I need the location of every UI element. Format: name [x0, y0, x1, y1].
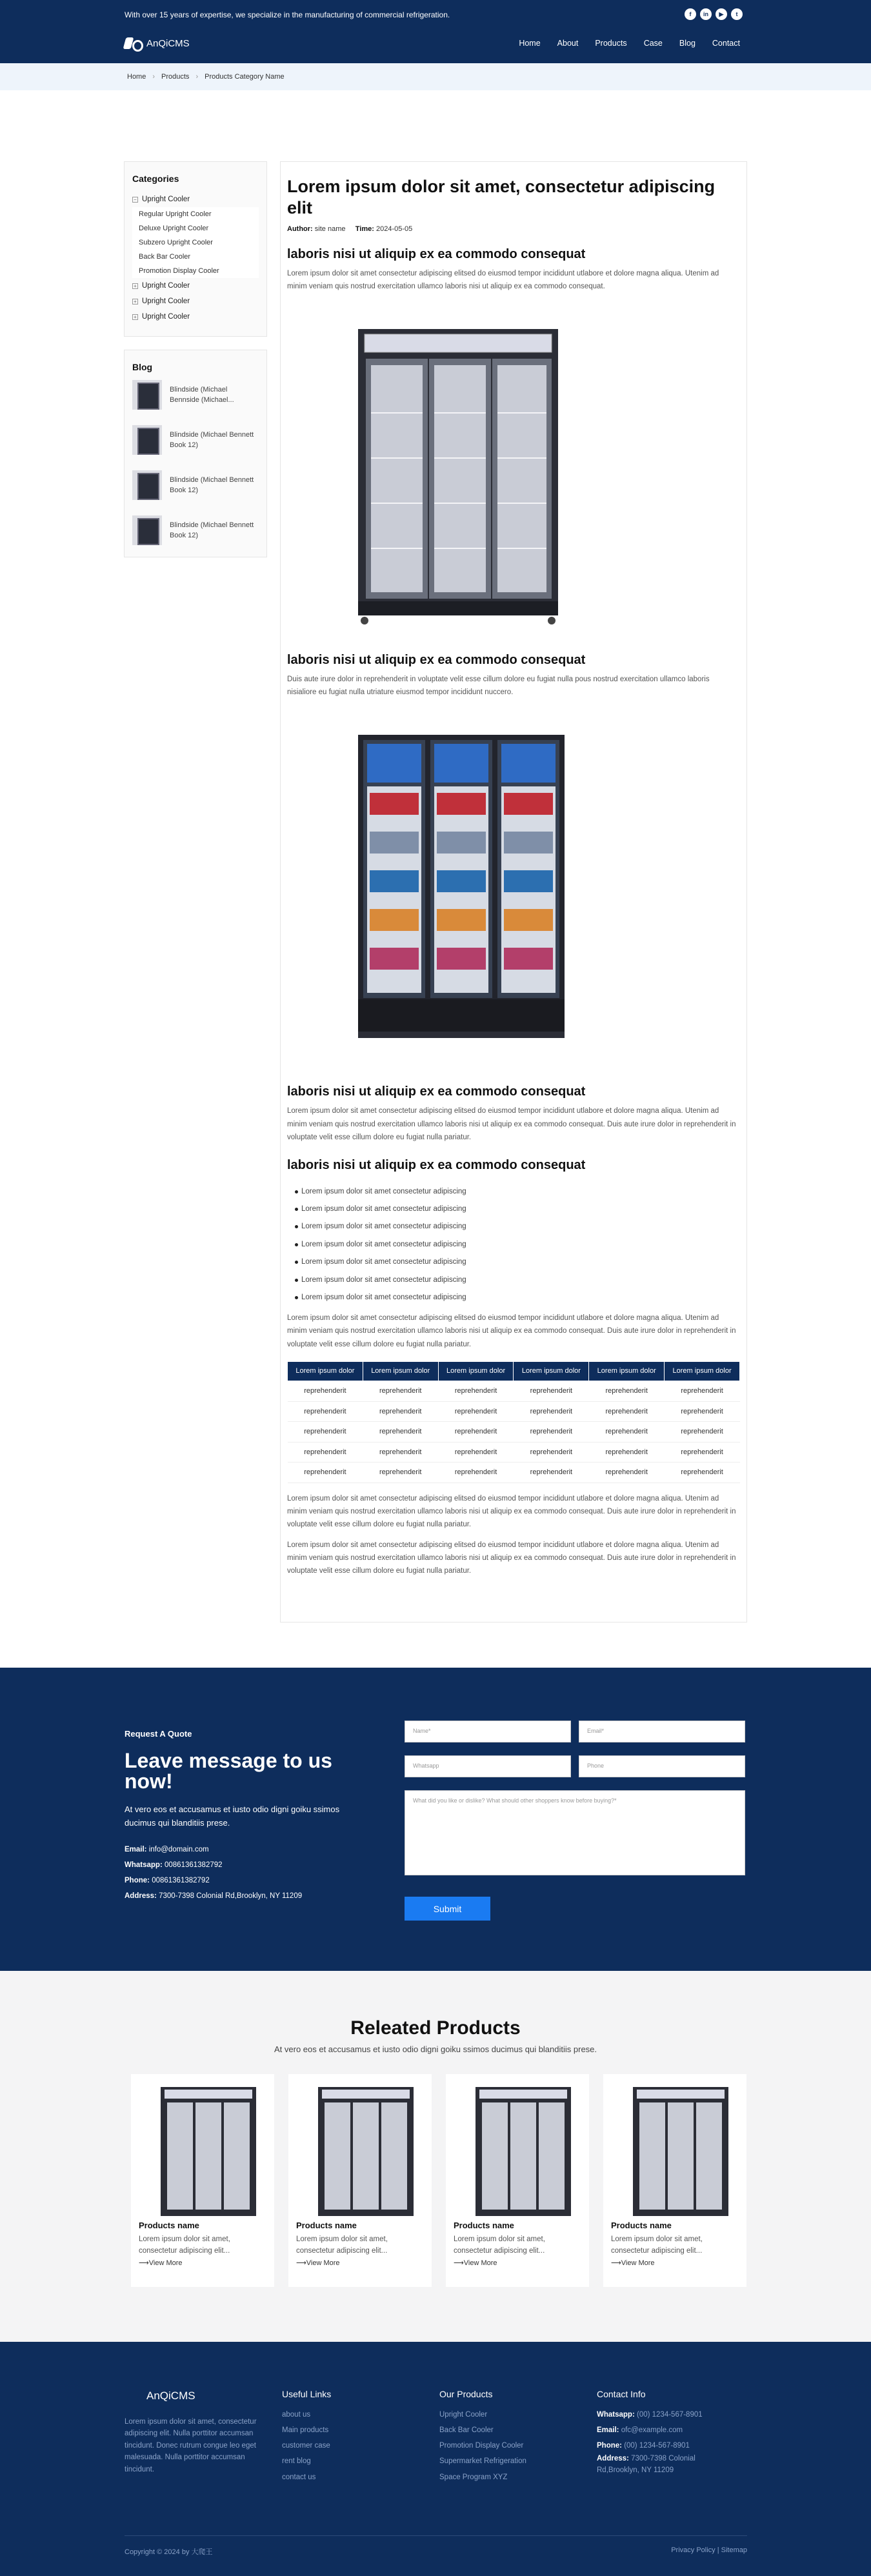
breadcrumb-separator-icon: › [152, 73, 155, 81]
product-image-beverage-cooler [287, 709, 740, 1070]
table-cell: reprehenderit [589, 1463, 665, 1483]
table-cell: reprehenderit [514, 1463, 589, 1483]
table-cell: reprehenderit [589, 1442, 665, 1463]
blog-panel [124, 350, 267, 557]
table-header: Lorem ipsum dolor [363, 1361, 438, 1381]
footer-logo[interactable]: AnQiCMS [125, 2389, 195, 2403]
contact-address: 7300-7398 Colonial Rd,Brooklyn, NY 11209 [159, 1892, 303, 1901]
site-footer [0, 2342, 871, 2576]
subcategory-item[interactable]: Subzero Upright Cooler [139, 239, 213, 246]
nav-products[interactable]: Products [595, 39, 627, 48]
table-cell: reprehenderit [438, 1463, 514, 1483]
table-row [288, 1381, 740, 1402]
site-header [0, 0, 871, 63]
table-cell: reprehenderit [438, 1422, 514, 1443]
breadcrumb-products[interactable]: Products [161, 73, 190, 81]
product-desc: Lorem ipsum dolor sit amet, consectetur adipiscing elit... [139, 2235, 230, 2255]
contact-phone: 00861361382792 [152, 1877, 210, 1885]
footer-contact: Contact Info Whatsapp: (00) 1234-567-8901 Email: ofc@example.com Phone: (00) 1234-567-8901 Address: 7300-7398 Colonial Rd,Brooklyn, NY 11209 [597, 2389, 703, 2474]
breadcrumb [0, 63, 871, 90]
product-card-image [296, 2074, 424, 2219]
footer-about: Lorem ipsum dolor sit amet, consectetur adipiscing elit. Nulla porttitor accumsan tincidunt. Donec rutrum congue leo eget malesuada. Nulla porttitor accumsan tincidunt. [125, 2418, 257, 2473]
nav-blog[interactable]: Blog [679, 39, 696, 48]
table-cell: reprehenderit [665, 1463, 740, 1483]
product-image-glass-door-cooler [287, 303, 740, 639]
product-card-image [139, 2074, 266, 2219]
article-title: Lorem ipsum dolor sit amet, consectetur adipiscing elit [287, 177, 716, 217]
linkedin-icon[interactable]: in [700, 8, 712, 20]
contact-details: Email: info@domain.com Whatsapp: 00861361382792 Phone: 00861361382792 Address: 7300-7398 Colonial Rd,Brooklyn, NY 11209 [125, 1846, 303, 1901]
blog-item[interactable]: Blindside (Michael Bennett Book 12) [132, 470, 259, 500]
table-cell: reprehenderit [665, 1401, 740, 1422]
main-content [0, 90, 871, 1668]
nav-home[interactable]: Home [519, 39, 541, 48]
categories-title: Categories [132, 174, 179, 184]
product-name: Products name [296, 2221, 357, 2230]
arrow-right-icon: ⟶ [454, 2259, 464, 2267]
paragraph: Duis aute irure dolor in reprehenderit in voluptate velit esse cillum dolore eu fugiat nulla pous nostrud exercitation ullamco laboris nisialiore eu fugiat nulla utriature eiusmod tempor incididunt nuccero. [287, 675, 710, 697]
footer-link[interactable]: Main products [282, 2426, 329, 2435]
blog-title: Blog [132, 362, 153, 372]
footer-link[interactable]: Upright Cooler [439, 2411, 488, 2419]
subcategory-item[interactable]: Promotion Display Cooler [139, 267, 219, 275]
product-card-image [611, 2074, 739, 2219]
footer-link[interactable]: contact us [282, 2473, 316, 2481]
arrow-right-icon: ⟶ [139, 2259, 149, 2267]
table-cell: reprehenderit [288, 1442, 363, 1463]
section-heading: laboris nisi ut aliquip ex ea commodo consequat [287, 1084, 586, 1099]
table-cell: reprehenderit [514, 1401, 589, 1422]
category-item[interactable]: − Upright Cooler [132, 192, 259, 207]
paragraph: Lorem ipsum dolor sit amet consectetur adipiscing elitsed do eiusmod tempor incididunt utlabore et dolore magna aliqua. Utenim ad minim veniam quis nostrud exercitation ullamco laboris nisi ut aliquip ex ea commodo consequat. [287, 269, 719, 290]
message-textarea[interactable]: What did you like or dislike? What should other shoppers know before buying?* [405, 1790, 745, 1875]
list-item: Lorem ipsum dolor sit amet consectetur adipiscing [295, 1272, 740, 1289]
blog-thumbnail [132, 515, 162, 545]
article-time: 2024-05-05 [375, 225, 413, 233]
product-card[interactable] [288, 2074, 432, 2287]
blog-item[interactable]: Blindside (Michael Bennside (Michael... [132, 380, 259, 410]
twitter-icon[interactable]: t [731, 8, 743, 20]
section-heading: laboris nisi ut aliquip ex ea commodo consequat [287, 1157, 586, 1172]
table-row [288, 1401, 740, 1422]
table-cell: reprehenderit [438, 1442, 514, 1463]
table-cell: reprehenderit [589, 1381, 665, 1402]
expand-icon[interactable]: + [132, 283, 138, 289]
quote-kicker: Request A Quote [125, 1729, 192, 1739]
list-item: Lorem ipsum dolor sit amet consectetur adipiscing [295, 1218, 740, 1235]
expand-icon[interactable]: + [132, 314, 138, 320]
table-cell: reprehenderit [363, 1381, 438, 1402]
site-logo[interactable] [125, 36, 190, 50]
table-cell: reprehenderit [665, 1422, 740, 1443]
paragraph: Lorem ipsum dolor sit amet consectetur adipiscing elitsed do eiusmod tempor incididunt utlabore et dolore magna aliqua. Utenim ad minim veniam quis nostrud exercitation ullamco laboris nisi ut aliquip ex ea commodo consequat. Duis aute irure dolor in reprehenderit in voluptate velit esse cillum dolore eu fugiat nulla pariatur. [287, 1107, 736, 1141]
product-desc: Lorem ipsum dolor sit amet, consectetur adipiscing elit... [454, 2235, 545, 2255]
nav-about[interactable]: About [557, 39, 579, 48]
view-more-link[interactable]: ⟶View More [454, 2259, 497, 2267]
product-desc: Lorem ipsum dolor sit amet, consectetur adipiscing elit... [296, 2235, 388, 2255]
product-name: Products name [139, 2221, 199, 2230]
quote-title: Leave message to us now! [125, 1749, 332, 1793]
breadcrumb-separator-icon: › [195, 73, 199, 81]
subcategory-list [132, 207, 259, 278]
quote-description: At vero eos et accusamus et iusto odio digni goiku ssimos ducimus qui blanditiis prese. [125, 1804, 340, 1828]
email-input[interactable]: Email* [579, 1721, 745, 1742]
related-title: Releated Products [350, 2017, 521, 2039]
table-header: Lorem ipsum dolor [438, 1361, 514, 1381]
table-header: Lorem ipsum dolor [665, 1361, 740, 1381]
nav-case[interactable]: Case [643, 39, 663, 48]
footer-bottom [125, 2535, 747, 2557]
table-cell: reprehenderit [288, 1463, 363, 1483]
arrow-right-icon: ⟶ [296, 2259, 306, 2267]
table-cell: reprehenderit [363, 1442, 438, 1463]
categories-panel [124, 161, 267, 337]
blog-thumbnail [132, 425, 162, 455]
table-cell: reprehenderit [288, 1422, 363, 1443]
product-card[interactable] [603, 2074, 746, 2287]
subcategory-item[interactable]: Regular Upright Cooler [139, 210, 212, 218]
whatsapp-input[interactable]: Whatsapp [405, 1755, 571, 1777]
paragraph: Lorem ipsum dolor sit amet consectetur adipiscing elitsed do eiusmod tempor incididunt utlabore et dolore magna aliqua. Utenim ad minim veniam quis nostrud exercitation ullamco laboris nisi ut aliquip ex ea commodo consequat. Duis aute irure dolor in reprehenderit in voluptate velit esse cillum dolore eu fugiat nulla pariatur. [287, 1314, 736, 1348]
subcategory-item[interactable]: Deluxe Upright Cooler [139, 225, 209, 232]
collapse-icon[interactable]: − [132, 197, 138, 203]
main-nav [519, 39, 740, 48]
contact-email: info@domain.com [148, 1846, 209, 1853]
table-row [288, 1422, 740, 1443]
table-cell: reprehenderit [665, 1442, 740, 1463]
name-input[interactable]: Name* [405, 1721, 571, 1742]
table-cell: reprehenderit [363, 1401, 438, 1422]
footer-link[interactable]: Space Program XYZ [439, 2473, 508, 2481]
facebook-icon[interactable]: f [685, 8, 696, 20]
section-heading: laboris nisi ut aliquip ex ea commodo consequat [287, 246, 586, 261]
table-cell: reprehenderit [514, 1381, 589, 1402]
table-cell: reprehenderit [589, 1401, 665, 1422]
footer-link[interactable]: customer case [282, 2442, 330, 2450]
view-more-link[interactable]: ⟶View More [139, 2259, 183, 2267]
category-item[interactable]: + Upright Cooler [132, 278, 259, 294]
table-cell: reprehenderit [438, 1381, 514, 1402]
bullet-list [287, 1183, 740, 1307]
table-cell: reprehenderit [438, 1401, 514, 1422]
related-products-section [0, 1971, 871, 2342]
view-more-link[interactable]: ⟶View More [611, 2259, 655, 2267]
nav-contact[interactable]: Contact [712, 39, 740, 48]
table-header: Lorem ipsum dolor [589, 1361, 665, 1381]
table-header: Lorem ipsum dolor [514, 1361, 589, 1381]
breadcrumb-home[interactable]: Home [127, 73, 146, 81]
article-meta: Author: site name Time: 2024-05-05 [287, 225, 413, 233]
table-cell: reprehenderit [288, 1401, 363, 1422]
table-row [288, 1442, 740, 1463]
data-table [287, 1361, 740, 1483]
blog-thumbnail [132, 380, 162, 410]
table-cell: reprehenderit [514, 1422, 589, 1443]
article-author: site name [314, 225, 346, 233]
table-cell: reprehenderit [363, 1463, 438, 1483]
table-cell: reprehenderit [665, 1381, 740, 1402]
product-card[interactable] [131, 2074, 274, 2287]
arrow-right-icon: ⟶ [611, 2259, 621, 2267]
quote-request-section [0, 1668, 871, 1971]
contact-whatsapp: 00861361382792 [164, 1861, 223, 1870]
paragraph: Lorem ipsum dolor sit amet consectetur adipiscing elitsed do eiusmod tempor incididunt utlabore et dolore magna aliqua. Utenim ad minim veniam quis nostrud exercitation ullamco laboris nisi ut aliquip ex ea commodo consequat. Duis aute irure dolor in reprehenderit in voluptate velit esse cillum dolore eu fugiat nulla pariatur. [287, 1494, 736, 1528]
blog-item[interactable]: Blindside (Michael Bennett Book 12) [132, 515, 259, 545]
footer-link[interactable]: Supermarket Refrigeration [439, 2457, 526, 2466]
submit-button[interactable]: Submit [405, 1897, 490, 1921]
section-heading: laboris nisi ut aliquip ex ea commodo consequat [287, 653, 586, 668]
list-item: Lorem ipsum dolor sit amet consectetur adipiscing [295, 1289, 740, 1306]
blog-thumbnail [132, 470, 162, 500]
logo-mark-icon [125, 36, 141, 50]
blog-item[interactable]: Blindside (Michael Bennett Book 12) [132, 425, 259, 455]
logo-mark-icon [125, 2389, 141, 2403]
related-subtitle: At vero eos et accusamus et iusto odio digni goiku ssimos ducimus qui blanditiis prese. [274, 2044, 597, 2054]
logo-text: AnQiCMS [146, 37, 190, 49]
paragraph: Lorem ipsum dolor sit amet consectetur adipiscing elitsed do eiusmod tempor incididunt utlabore et dolore magna aliqua. Utenim ad minim veniam quis nostrud exercitation ullamco laboris nisi ut aliquip ex ea commodo consequat. Duis aute irure dolor in reprehenderit in voluptate velit esse cillum dolore eu fugiat nulla pariatur. [287, 1541, 736, 1575]
footer-link[interactable]: Promotion Display Cooler [439, 2442, 524, 2450]
product-card-image [454, 2074, 581, 2219]
footer-useful-links: Useful Links about us Main products customer case rent blog contact us [282, 2389, 331, 2485]
product-name: Products name [611, 2221, 672, 2230]
expand-icon[interactable]: + [132, 299, 138, 305]
table-cell: reprehenderit [363, 1422, 438, 1443]
category-item[interactable]: + Upright Cooler [132, 309, 259, 324]
article [280, 161, 747, 1622]
copyright: Copyright © 2024 by 大爬王 [125, 2548, 213, 2556]
table-cell: reprehenderit [514, 1442, 589, 1463]
subcategory-item[interactable]: Back Bar Cooler [139, 253, 191, 261]
footer-link[interactable]: about us [282, 2411, 311, 2419]
footer-link[interactable]: Back Bar Cooler [439, 2426, 494, 2435]
phone-input[interactable]: Phone [579, 1755, 745, 1777]
footer-products: Our Products Upright Cooler Back Bar Cooler Promotion Display Cooler Supermarket Refrigeration Space Program XYZ [439, 2389, 526, 2485]
breadcrumb-current: Products Category Name [205, 73, 285, 81]
header-tagline: With over 15 years of expertise, we specialize in the manufacturing of commercial refrigeration. [125, 10, 450, 19]
sidebar [124, 161, 267, 570]
view-more-link[interactable]: ⟶View More [296, 2259, 340, 2267]
youtube-icon[interactable]: ▶ [716, 8, 727, 20]
product-desc: Lorem ipsum dolor sit amet, consectetur adipiscing elit... [611, 2235, 703, 2255]
list-item: Lorem ipsum dolor sit amet consectetur adipiscing [295, 1253, 740, 1271]
policy-links[interactable]: Privacy Policy | Sitemap [671, 2546, 747, 2554]
table-header: Lorem ipsum dolor [288, 1361, 363, 1381]
product-card[interactable] [446, 2074, 589, 2287]
table-cell: reprehenderit [589, 1422, 665, 1443]
footer-link[interactable]: rent blog [282, 2457, 311, 2466]
table-cell: reprehenderit [288, 1381, 363, 1402]
social-links [685, 8, 743, 20]
list-item: Lorem ipsum dolor sit amet consectetur adipiscing [295, 1201, 740, 1218]
product-card-list [131, 2074, 746, 2287]
list-item: Lorem ipsum dolor sit amet consectetur adipiscing [295, 1236, 740, 1253]
category-item[interactable]: + Upright Cooler [132, 294, 259, 309]
list-item: Lorem ipsum dolor sit amet consectetur adipiscing [295, 1183, 740, 1201]
product-name: Products name [454, 2221, 514, 2230]
table-row [288, 1463, 740, 1483]
